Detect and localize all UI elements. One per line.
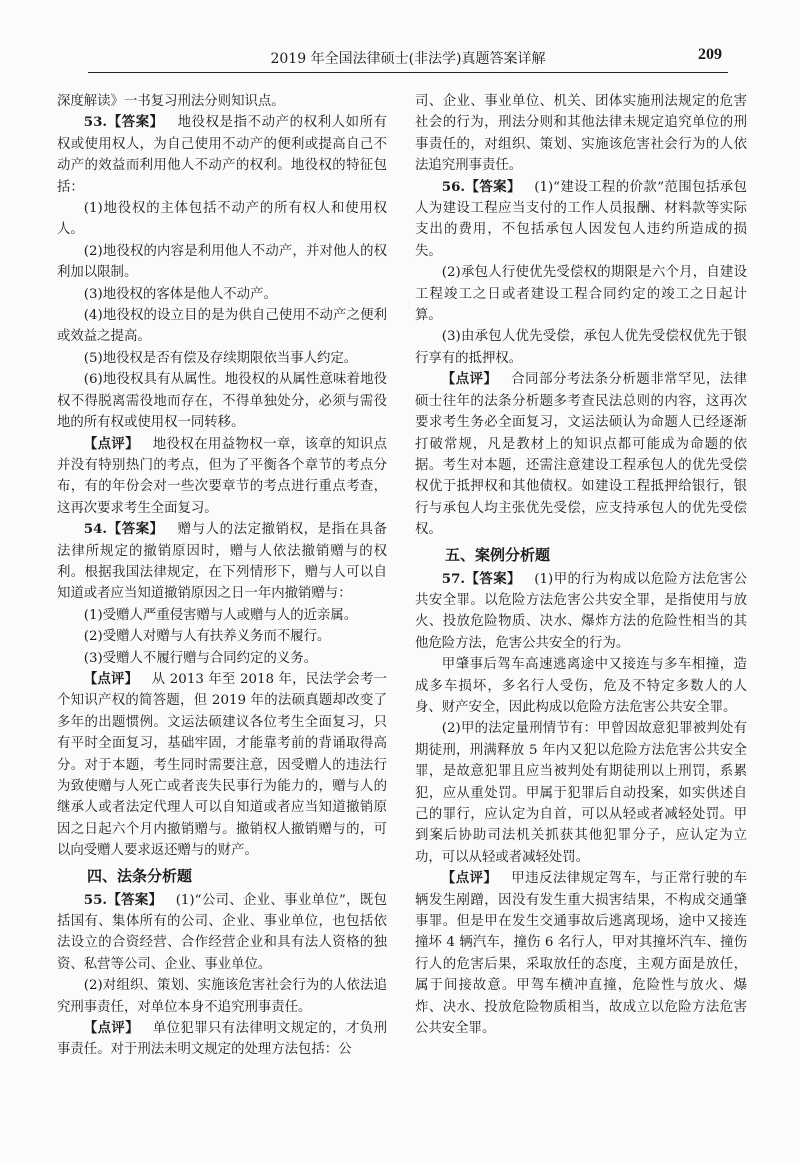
paragraph [415, 654, 747, 718]
paragraph-text: (2)地役权的内容是利用他人不动产，并对他人的权利加以限制。 [57, 243, 387, 281]
paragraph [415, 262, 747, 326]
right-column [415, 91, 747, 1039]
paragraph [57, 91, 387, 112]
paragraph [57, 198, 387, 241]
paragraph-text: (1)受赠人严重侵害赠与人或赠与人的近亲属。 [83, 607, 358, 623]
paragraph [57, 519, 387, 605]
paragraph [57, 284, 387, 305]
paragraph-text: 赠与人的法定撤销权，是指在具备法律所规定的撤销原因时，赠与人依法撤销赠与的权利。根据我国法律规定，在下列情形下，赠与人可以自知道或者应当知道撤销原因之日一年内撤销赠与： [57, 522, 388, 602]
paragraph [57, 1018, 387, 1061]
paragraph-text: (3)受赠人不履行赠与合同约定的义务。 [83, 650, 318, 666]
paragraph-text: (1)甲的行为构成以危险方法危害公共安全罪。以危险方法危害公共安全罪，是指使用与放火、投放危险物质、决水、爆炸方法的危险性相当的其他危险方法，危害公共安全的行为。 [415, 571, 748, 651]
paragraph [57, 369, 387, 433]
paragraph-text: (2)承包人行使优先受偿权的期限是六个月，自建设工程竣工之日或者建设工程合同约定的竣工之日起计算。 [415, 265, 747, 324]
answer-tag: 【点评】 [441, 371, 498, 388]
left-column [57, 91, 387, 1061]
paragraph-text: 司、企业、事业单位、机关、团体实施刑法规定的危害社会的行为，刑法分则和其他法律未规定追究单位的刑事责任的，对组织、策划、实施该危害社会行为的人依法追究刑事责任。 [415, 94, 747, 174]
paragraph-text: 合同部分考法条分析题非常罕见，法律硕士往年的法条分析题多考查民法总则的内容，这再次要求考生务必全面复习，文运法硕认为命题人已经逐渐打破常规，凡是教材上的知识点都可能成为命题的依据。考生对本题，还需注意建设工程承包人的优先受偿权优于抵押权和其他债权。如建设工程抵押给银行，银行与承包人均主张优先受偿，应支持承包人的优先受偿权。 [415, 372, 748, 538]
paragraph-text: (6)地役权具有从属性。地役权的从属性意味着地役权不得脱离需役地而存在，不得单独处分，必须与需役地的所有权或使用权一同转移。 [57, 372, 387, 431]
answer-tag: 【点评】 [83, 670, 139, 687]
paragraph-text: 地役权在用益物权一章，该章的知识点并没有特别热门的考点，但为了平衡各个章节的考点分布，有的年份会对一些次要章节的考点进行重点考查，这再次要求考生全面复习。 [57, 436, 387, 516]
paragraph [415, 369, 747, 540]
paragraph [57, 669, 387, 862]
paragraph [415, 569, 747, 655]
paragraph-text: (3)地役权的客体是他人不动产。 [83, 286, 277, 302]
paragraph-text: 深度解读》一书复习刑法分则知识点。 [57, 94, 285, 109]
section-heading: 四、法条分析题 [87, 866, 193, 885]
paragraph [57, 241, 387, 284]
paragraph [57, 112, 387, 198]
paragraph-text: 地役权是指不动产的权利人如所有权或使用权人，为自己使用不动产的便利或提高自己不动产的效益而利用他人不动产的权利。地役权的特征包括： [57, 115, 388, 195]
paragraph [57, 626, 387, 647]
paragraph [57, 890, 387, 976]
header-title: 2019 年全国法律硕士(非法学)真题答案详解 [270, 51, 546, 67]
paragraph [57, 975, 387, 1018]
paragraph-text: 甲肇事后驾车高速逃离途中又接连与多车相撞，造成多车损坏，多名行人受伤，危及不特定多数人的人身、财产安全，因此构成以危险方法危害公共安全罪。 [415, 657, 747, 715]
paragraph [57, 605, 387, 626]
paragraph-text: 单位犯罪只有法律明文规定的，才负刑事责任。对于刑法未明文规定的处理方法包括：公 [57, 1021, 387, 1058]
answer-tag: 56.【答案】 [441, 178, 521, 195]
page-number: 209 [698, 46, 722, 63]
paragraph [57, 434, 387, 520]
running-header [88, 44, 728, 73]
paragraph [415, 868, 747, 1039]
answer-tag: 53.【答案】 [83, 114, 164, 131]
paragraph [415, 177, 747, 263]
paragraph-text: (5)地役权是否有偿及存续期限依当事人约定。 [83, 350, 358, 366]
paragraph-text: 甲违反法律规定驾车，与正常行驶的车辆发生剐蹭，因没有发生重大损害结果，不构成交通肇事罪。但是甲在发生交通事故后逃离现场，途中又接连撞坏 4 辆汽车，撞伤 6 名行人，甲对其撞坏汽车、撞伤行人的危害后果，采取放任的态度，主观方面是放任，属于间接故意。甲驾车横冲直撞，危险性与放火、爆炸、决水、投放危险物质相当，故成立以危险方法危害公共安全罪。 [415, 871, 748, 1037]
paragraph [415, 718, 747, 868]
answer-tag: 54.【答案】 [83, 521, 164, 538]
paragraph-text: (1)“建设工程的价款”范围包括承包人为建设工程应当支付的工作人员报酬、材料款等实际支出的费用，不包括承包人因发包人违约所造成的损失。 [415, 179, 747, 259]
answer-tag: 57.【答案】 [441, 570, 521, 587]
paragraph-text: (2)甲的法定量刑情节有：甲曾因故意犯罪被判处有期徒刑，刑满释放 5 年内又犯以危险方法危害公共安全罪，是故意犯罪且应当被判处有期徒刑以上刑罚，系累犯，应从重处罚。甲属于犯罪后自动投案，如实供述自己的罪行，应认定为自首，可以从轻或者减轻处罚。甲到案后协助司法机关抓获其他犯罪分子，应认定为立功，可以从轻或者减轻处罚。 [415, 721, 747, 865]
paragraph [57, 348, 387, 369]
paragraph [57, 648, 387, 669]
paragraph-text: (2)受赠人对赠与人有扶养义务而不履行。 [83, 629, 331, 645]
answer-tag: 【点评】 [441, 870, 498, 887]
paragraph-text: (3)由承包人优先受偿，承包人优先受偿权优先于银行享有的抵押权。 [415, 329, 747, 366]
answer-tag: 【点评】 [83, 435, 139, 452]
paragraph-text: 从 2013 年至 2018 年，民法学会考一个知识产权的简答题，但 2019 年的法硕真题却改变了多年的出题惯例。文运法硕建议各位考生全面复习，只有平时全面复习，基础牢固，才能靠考前的背诵取得高分。对于本题，考生同时需要注意，因受赠人的违法行为致使赠与人死亡或者丧失民事行为能力的，赠与人的继承人或者法定代理人可以自知道或者应当知道撤销原因之日起六个月内撤销赠与。撤销权人撤销赠与的，可以向受赠人要求返还赠与的财产。 [57, 671, 387, 859]
answer-tag: 【点评】 [83, 1020, 139, 1037]
paragraph [57, 305, 387, 348]
paragraph-text: (1)“公司、企业、事业单位”，既包括国有、集体所有的公司、企业、事业单位，也包括依法设立的合资经营、合作经营企业和具有法人资格的独资、私营等公司、企业、事业单位。 [57, 892, 387, 972]
section-heading: 五、案例分析题 [445, 545, 551, 564]
paragraph-text: (1)地役权的主体包括不动产的所有权人和使用权人。 [57, 201, 387, 238]
paragraph [415, 326, 747, 369]
answer-tag: 55.【答案】 [83, 891, 163, 908]
paragraph-text: (4)地役权的设立目的是为供自己使用不动产之便利或效益之提高。 [57, 308, 387, 345]
paragraph [415, 91, 747, 177]
paragraph-text: (2)对组织、策划、实施该危害社会行为的人依法追究刑事责任，对单位本身不追究刑事责任。 [57, 978, 387, 1015]
